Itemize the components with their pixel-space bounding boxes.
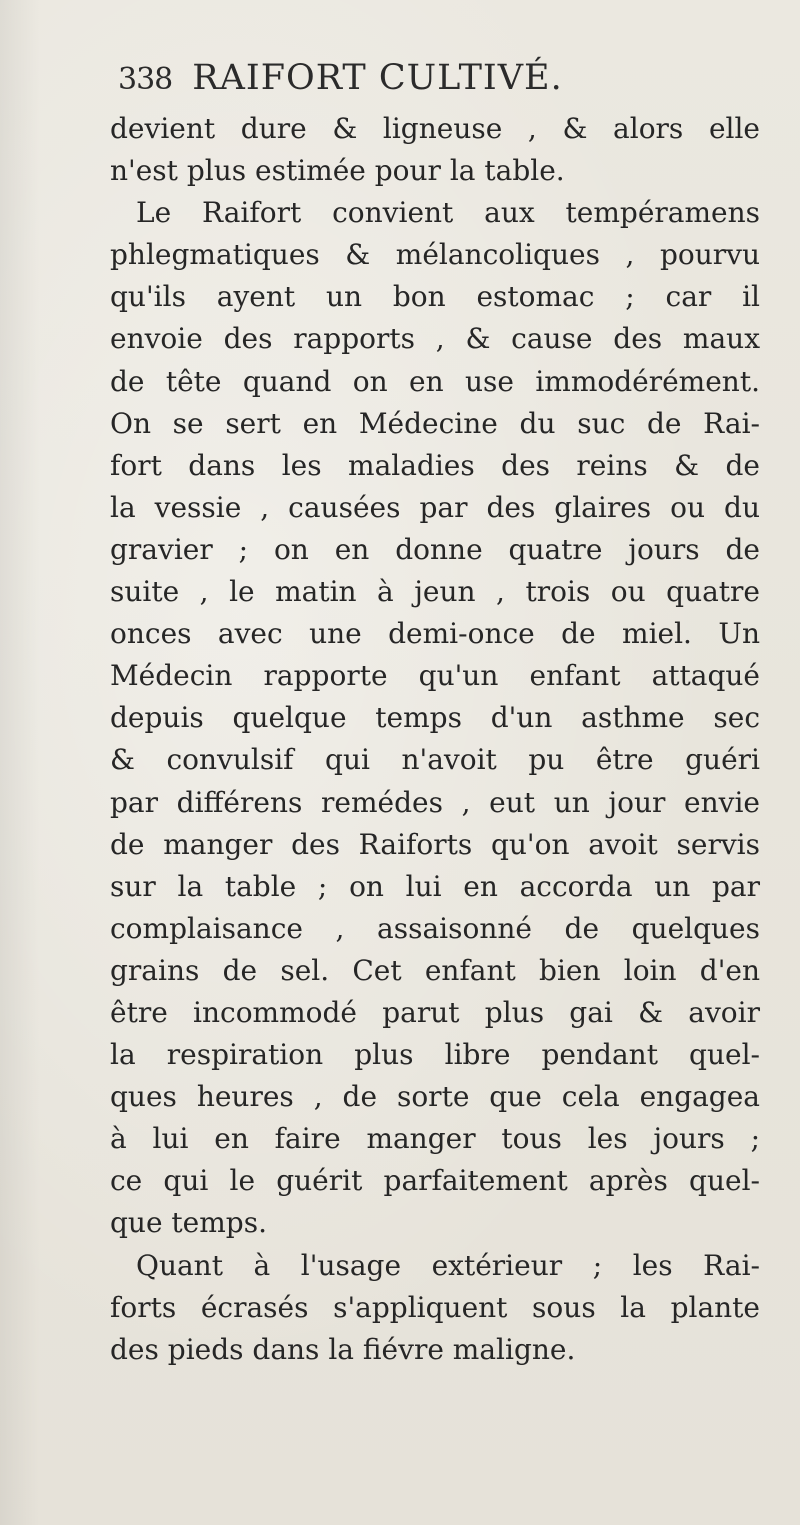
text-line: que temps. [110,1206,267,1240]
text-line: à lui en faire manger tous les jours ; [110,1122,760,1156]
text-line: Médecin rapporte qu'un enfant attaqué [110,659,760,693]
text-line: ce qui le guérit parfaitement après quel- [110,1164,760,1198]
page-gutter-shadow [0,0,40,1525]
text-line: depuis quelque temps d'un asthme sec [110,701,760,735]
text-line: fort dans les maladies des reins & de [110,448,760,482]
text-line: forts écrasés s'appliquent sous la plante [110,1290,760,1324]
text-line: gravier ; on en donne quatre jours de [110,532,760,566]
text-line: complaisance , assaisonné de quelques [110,911,760,945]
text-line: sur la table ; on lui en accorda un par [110,869,760,903]
text-line: phlegmatiques & mélancoliques , pourvu [110,238,760,272]
text-line: n'est plus estimée pour la table. [110,154,565,188]
text-line: de manger des Raiforts qu'on avoit servis [110,827,760,861]
text-line: Quant à l'usage extérieur ; les Rai- [136,1248,760,1282]
text-line: par différens remédes , eut un jour envie [110,785,760,819]
text-line: onces avec une demi-once de miel. Un [110,617,760,651]
text-line: devient dure & ligneuse , & alors elle [110,112,760,145]
text-line: grains de sel. Cet enfant bien loin d'en [110,953,760,987]
text-line: suite , le matin à jeun , trois ou quatre [110,575,760,609]
running-title: RAIFORT CULTIVÉ. [192,58,563,98]
text-line: des pieds dans la fiévre maligne. [110,1332,576,1366]
page-header [118,58,563,108]
text-line: la vessie , causées par des glaires ou du [110,490,760,524]
text-line: Le Raifort convient aux tempéramens [136,196,760,230]
text-line: envoie des rapports , & cause des maux [110,322,760,356]
body-text [110,108,760,1371]
page-number: 338 [118,62,173,97]
text-line: être incommodé parut plus gai & avoir [110,995,760,1029]
text-line: & convulsif qui n'avoit pu être guéri [110,743,760,777]
text-line: la respiration plus libre pendant quel- [110,1038,760,1072]
text-line: de tête quand on en use immodérément. [110,364,760,398]
text-line: On se sert en Médecine du suc de Rai- [110,406,760,440]
text-line: ques heures , de sorte que cela engagea [110,1080,760,1114]
text-line: qu'ils ayent un bon estomac ; car il [110,280,760,314]
